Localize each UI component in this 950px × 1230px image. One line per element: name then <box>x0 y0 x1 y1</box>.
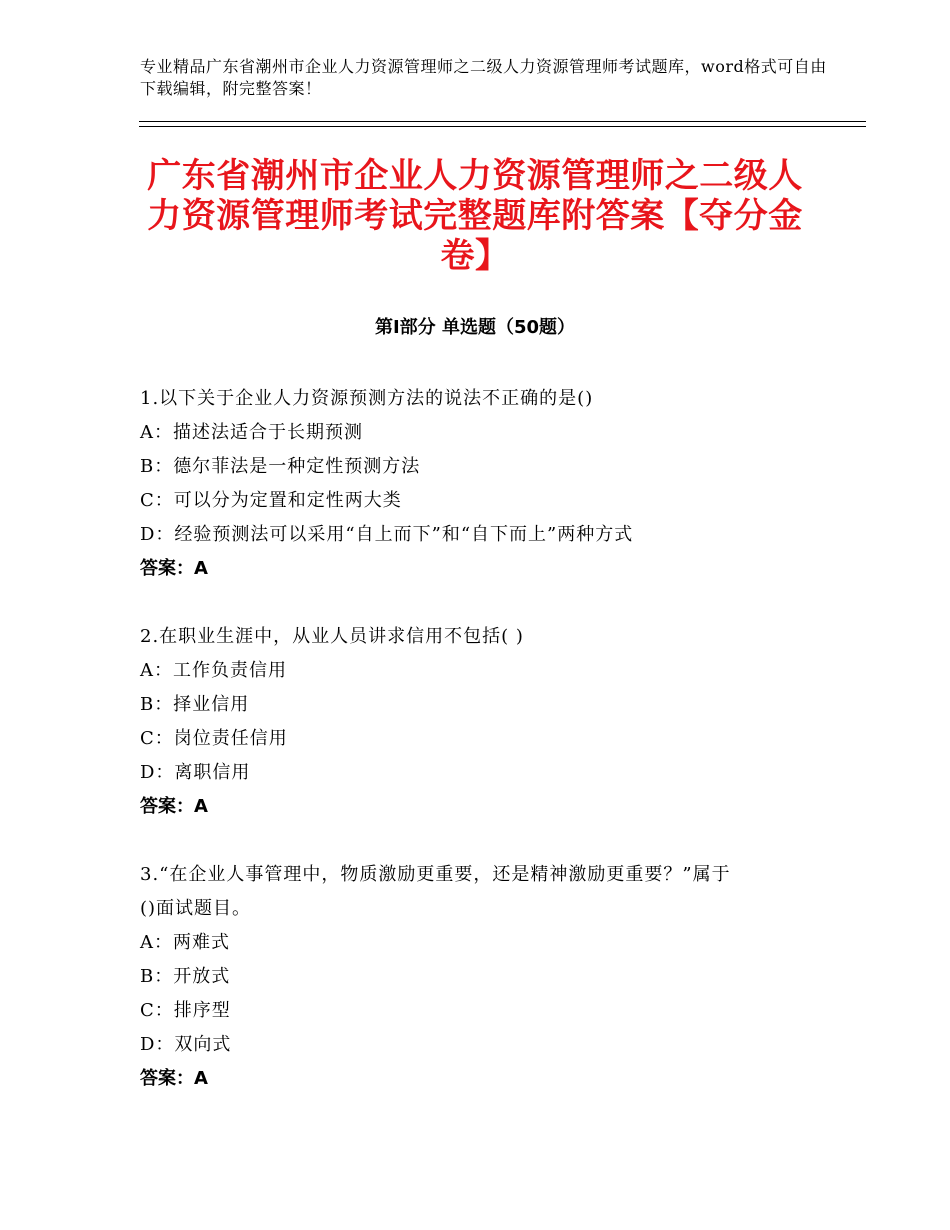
option-c: C：可以分为定置和定性两大类 <box>140 490 402 511</box>
question-3 <box>140 858 780 1096</box>
option-b: B：择业信用 <box>140 694 250 715</box>
question-list <box>140 382 780 1130</box>
option-a: A：描述法适合于长期预测 <box>140 422 363 443</box>
option-b: B：德尔菲法是一种定性预测方法 <box>140 456 421 477</box>
question-1 <box>140 382 780 586</box>
answer: 答案：A <box>140 796 208 817</box>
option-a: A：两难式 <box>140 932 230 953</box>
answer: 答案：A <box>140 558 208 579</box>
document-title: 广东省潮州市企业人力资源管理师之二级人力资源管理师考试完整题库附答案【夺分金卷】 <box>147 156 803 276</box>
option-c: C：岗位责任信用 <box>140 728 288 749</box>
question-2 <box>140 620 780 824</box>
header-rule <box>139 121 866 127</box>
option-d: D：经验预测法可以采用“自上而下”和“自下而上”两种方式 <box>140 524 634 545</box>
option-a: A：工作负责信用 <box>140 660 287 681</box>
question-stem: 3.“在企业人事管理中，物质激励更重要，还是精神激励更重要？”属于()面试题目。 <box>140 864 731 919</box>
question-stem: 2.在职业生涯中，从业人员讲求信用不包括( ) <box>140 626 524 647</box>
answer: 答案：A <box>140 1068 208 1089</box>
option-c: C：排序型 <box>140 1000 231 1021</box>
option-b: B：开放式 <box>140 966 231 987</box>
option-d: D：双向式 <box>140 1034 232 1055</box>
section-heading: 第Ⅰ部分 单选题（50题） <box>374 317 575 338</box>
question-stem: 1.以下关于企业人力资源预测方法的说法不正确的是() <box>140 388 594 409</box>
header-note: 专业精品广东省潮州市企业人力资源管理师之二级人力资源管理师考试题库，word格式可自由下载编辑，附完整答案！ <box>140 57 827 98</box>
option-d: D：离职信用 <box>140 762 251 783</box>
